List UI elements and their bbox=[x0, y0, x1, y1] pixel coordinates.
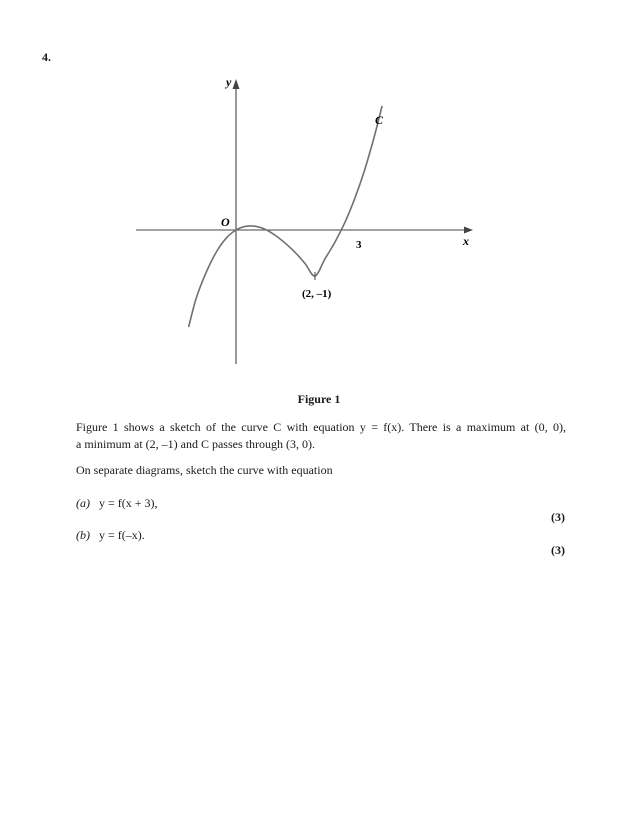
instruction: On separate diagrams, sketch the curve with equation bbox=[76, 463, 333, 477]
part-a-equation: y = f(x + 3), bbox=[99, 496, 158, 510]
curve-label: C bbox=[375, 113, 384, 127]
minimum-label: (2, –1) bbox=[302, 288, 332, 300]
root-label: 3 bbox=[356, 239, 362, 251]
part-a-label: (a) bbox=[76, 496, 90, 510]
question-number: 4. bbox=[42, 50, 51, 64]
part-b-marks: (3) bbox=[551, 543, 565, 557]
x-axis-label: x bbox=[463, 234, 469, 248]
y-axis-label: y bbox=[226, 75, 232, 89]
part-b-equation: y = f(–x). bbox=[99, 528, 145, 542]
figure-1-graph bbox=[0, 0, 638, 400]
y-axis-arrow-icon bbox=[233, 79, 240, 89]
curve-c bbox=[189, 106, 383, 327]
origin-label: O bbox=[221, 215, 230, 229]
figure-caption: Figure 1 bbox=[297, 392, 341, 406]
part-b bbox=[76, 527, 566, 544]
intro-line-1: Figure 1 shows a sketch of the curve C with equation y = f(x). There is a maximum at (0, 0), bbox=[76, 420, 566, 434]
x-axis-arrow-icon bbox=[464, 227, 473, 234]
part-a-marks: (3) bbox=[551, 510, 565, 524]
part-b-label: (b) bbox=[76, 528, 90, 542]
intro-paragraph bbox=[76, 419, 566, 453]
intro-line-2: a minimum at (2, –1) and C passes through (3, 0). bbox=[76, 437, 315, 451]
part-a bbox=[76, 495, 566, 512]
